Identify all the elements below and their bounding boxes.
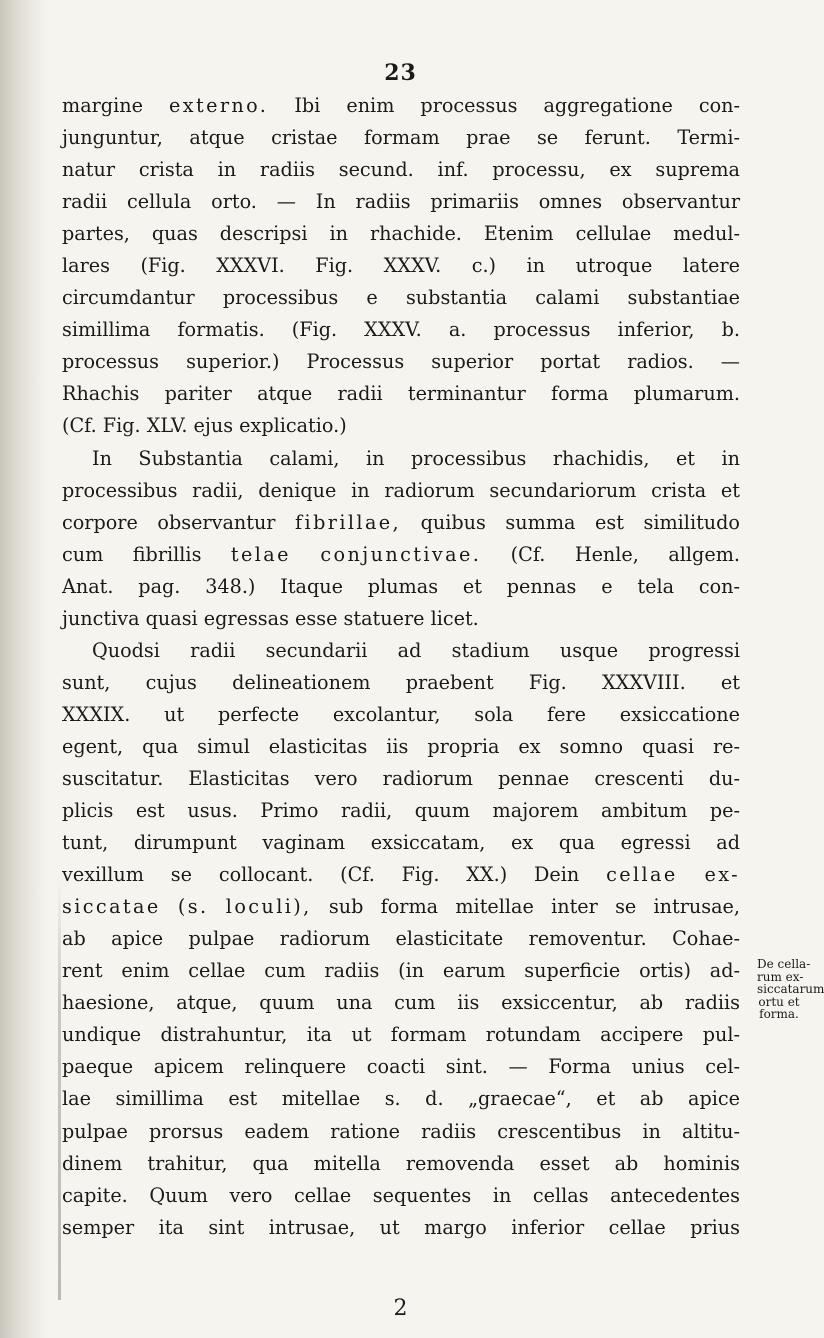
text-line: Quodsi radii secundarii ad stadium usque progressi [92, 638, 740, 662]
gutter-shadow-line [58, 880, 61, 1300]
margin-note-line: rum ex- [757, 969, 804, 984]
text-line: plicis est usus. Primo radii, quum majorem ambitum pe- [62, 799, 740, 823]
page-number: 23 [384, 60, 417, 86]
text-line: siccatae (s. loculi), sub forma mitellae inter se intrusae, [62, 895, 740, 919]
text-line: dinem trahitur, qua mitella removenda esset ab hominis [62, 1151, 740, 1175]
body-text [62, 90, 740, 1244]
spaced-emphasis: telae [230, 542, 291, 566]
text-line: egent, qua simul elasticitas iis propria ex somno quasi re- [62, 734, 740, 758]
text-line: natur crista in radiis secund. inf. processu, ex suprema [62, 158, 740, 182]
spaced-emphasis: conjunctivae. [320, 542, 482, 566]
text-line: pulpae prorsus eadem ratione radiis crescentibus in altitu- [62, 1119, 740, 1143]
text-line: lae simillima est mitellae s. d. „graecae“, et ab apice [62, 1087, 740, 1111]
text-line: partes, quas descripsi in rhachide. Etenim cellulae medul- [62, 222, 740, 246]
text-line: paeque apicem relinquere coacti sint. — Forma unius cel- [62, 1055, 740, 1079]
text-line: processibus radii, denique in radiorum secundariorum crista et [62, 478, 740, 502]
text-line: processus superior.) Processus superior portat radios. — [62, 350, 740, 374]
text-line: undique distrahuntur, ita ut formam rotundam accipere pul- [62, 1023, 740, 1047]
margin-note [757, 957, 824, 1021]
text-line: In Substantia calami, in processibus rhachidis, et in [92, 446, 740, 470]
text-line: capite. Quum vero cellae sequentes in cellas antecedentes [62, 1183, 740, 1207]
text-line: vexillum se collocant. (Cf. Fig. XX.) Dein cellae ex- [62, 863, 740, 887]
spaced-emphasis: fibrillae, [295, 510, 402, 534]
text-line: tunt, dirumpunt vaginam exsiccatam, ex qua egressi ad [62, 831, 740, 855]
spaced-emphasis: cellae [606, 863, 678, 887]
text-line: Rhachis pariter atque radii terminantur forma plumarum. [62, 382, 740, 406]
text-line: (Cf. Fig. XLV. ejus explicatio.) [62, 414, 347, 438]
margin-note-line: siccatarum [757, 982, 824, 996]
text-line: circumdantur processibus e substantia calami substantiae [62, 286, 740, 310]
text-line: simillima formatis. (Fig. XXXV. a. processus inferior, b. [62, 318, 740, 342]
margin-note-line: De cella- [757, 957, 811, 971]
text-line: sunt, cujus delineationem praebent Fig. XXXVIII. et [62, 670, 740, 694]
text-line: cum fibrillis telae conjunctivae. (Cf. Henle, allgem. [62, 542, 740, 566]
margin-note-line: forma. [759, 1007, 799, 1021]
spaced-emphasis: siccatae [62, 895, 161, 919]
spaced-emphasis: loculi), [225, 895, 312, 919]
text-line: junctiva quasi egressas esse statuere licet. [62, 606, 479, 630]
text-line: margine externo. Ibi enim processus aggregatione con- [62, 94, 740, 117]
signature-mark: 2 [393, 1296, 408, 1321]
spaced-emphasis: ex- [704, 863, 740, 887]
text-line: junguntur, atque cristae formam prae se ferunt. Termi- [62, 126, 740, 150]
margin-note-line: ortu et [758, 994, 800, 1009]
text-line: haesione, atque, quum una cum iis exsiccentur, ab radiis [62, 991, 740, 1015]
text-line: lares (Fig. XXXVI. Fig. XXXV. c.) in utroque latere [62, 254, 740, 278]
text-line: Anat. pag. 348.) Itaque plumas et pennas e tela con- [62, 574, 740, 598]
text-line: ab apice pulpae radiorum elasticitate removentur. Cohae- [62, 927, 740, 951]
binding-gutter [0, 0, 46, 1338]
text-line: suscitatur. Elasticitas vero radiorum pennae crescenti du- [62, 766, 740, 790]
text-line: radii cellula orto. — In radiis primariis omnes observantur [62, 190, 740, 214]
spaced-emphasis: (s. [177, 895, 209, 919]
text-line: rent enim cellae cum radiis (in earum superficie ortis) ad- [62, 959, 740, 983]
text-line: corpore observantur fibrillae, quibus summa est similitudo [62, 510, 740, 534]
spaced-emphasis: externo. [168, 94, 269, 117]
text-line: semper ita sint intrusae, ut margo inferior cellae prius [62, 1215, 740, 1239]
text-line: XXXIX. ut perfecte excolantur, sola fere exsiccatione [62, 702, 740, 726]
